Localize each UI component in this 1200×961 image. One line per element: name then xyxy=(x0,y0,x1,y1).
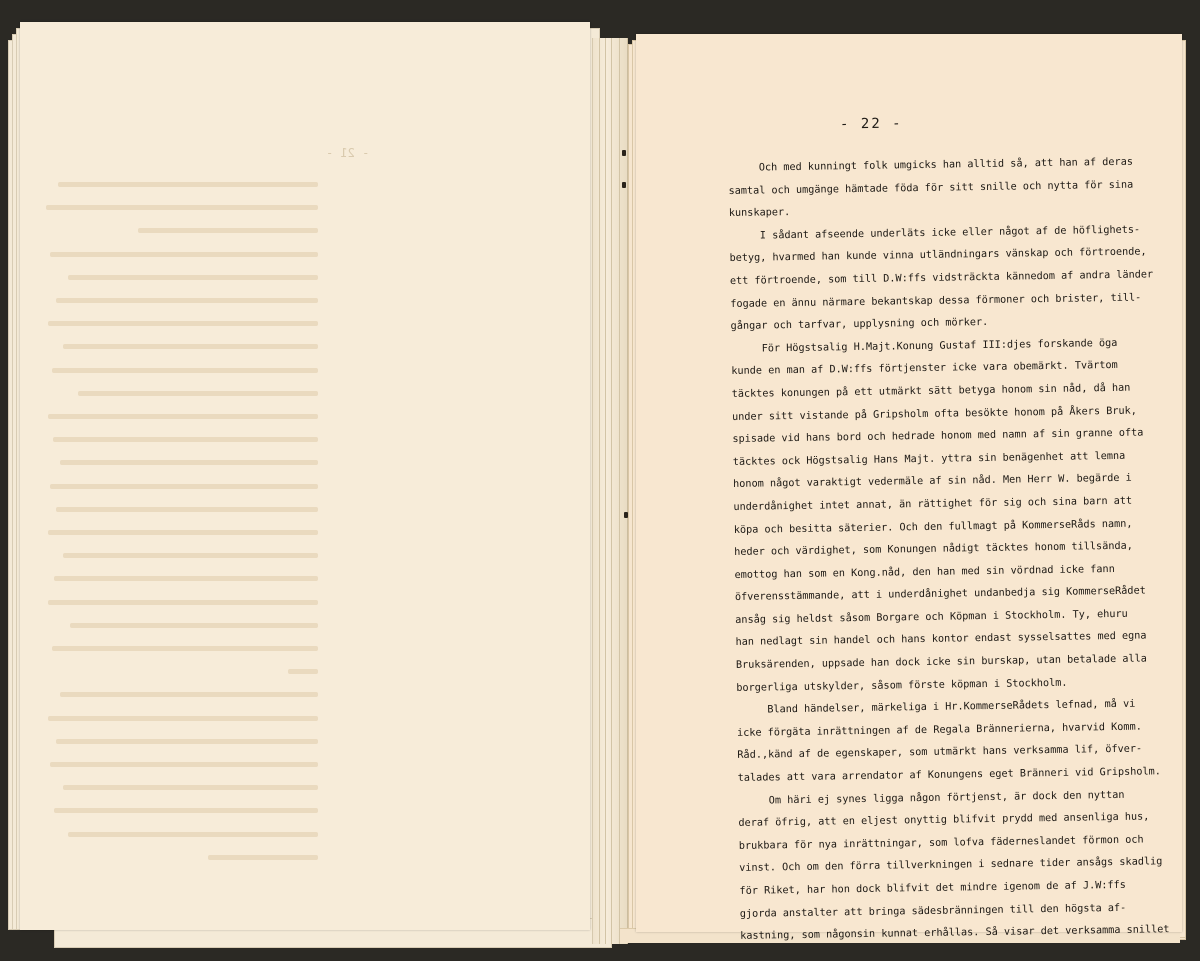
ghost-line xyxy=(138,228,318,233)
text-line: ett förtroende, som till D.W:ffs vidsträckta kännedom af andra länder xyxy=(729,269,1154,287)
text-line: öfverensstämmande, att i underdånighet undanbedja sig KommerseRådet xyxy=(734,585,1146,604)
ghost-line xyxy=(78,391,318,396)
ghost-line xyxy=(52,368,318,373)
binding-stitch xyxy=(622,182,626,188)
binding-stitch xyxy=(622,150,626,156)
text-line: borgerliga utskylder, såsom förste köpman i Stockholm. xyxy=(736,677,1068,694)
text-line: brukbara för nya inrättningar, som lofva fäderneslandet förmon och xyxy=(738,834,1144,852)
ghost-line xyxy=(63,785,318,790)
text-line: gångar och tarfvar, upplysning och mörker. xyxy=(730,317,989,333)
text-line: vinst. Och om den förra tillverkningen i sednare tider ansågs skadlig xyxy=(739,856,1163,875)
ghost-line xyxy=(50,252,318,257)
text-line: emottog han som en Kong.nåd, den han med sin vördnad icke fann xyxy=(734,563,1115,581)
text-line: underdånighet intet annat, än rättighet för sig och sina barn att xyxy=(733,495,1133,513)
text-line: icke förgäta inrättningen af de Regala Brännerierna, hvarvid Komm. xyxy=(736,721,1142,739)
ghost-line xyxy=(48,321,318,326)
ghost-line xyxy=(46,205,318,210)
text-line: betyg, hvarmed han kunde vinna utländningars vänskap och förtroende, xyxy=(729,246,1147,265)
text-line: fogade en ännu närmare bekantskap dessa förmoner och brister, till- xyxy=(730,292,1142,310)
text-line: för Riket, har hon dock blifvit det mindre igenom de af J.W:ffs xyxy=(739,879,1126,897)
text-line: kastning, som någonsin kunnat erhållas. Så visar det verksamma snillet xyxy=(740,924,1170,943)
text-line: samtal och umgänge hämtade föda för sitt snille och nytta för sina xyxy=(728,179,1134,197)
ghost-line xyxy=(68,275,318,280)
ghost-line xyxy=(288,669,318,674)
typewritten-text-block xyxy=(728,151,1170,948)
ghost-line xyxy=(50,762,318,767)
ghost-line xyxy=(56,298,318,303)
text-line: gjorda anstalter att bringa sädesbränningen till den högsta af- xyxy=(739,902,1127,920)
ghost-line xyxy=(48,414,318,419)
ghost-line xyxy=(58,182,318,187)
ghost-line xyxy=(60,460,318,465)
page-number: - 22 - xyxy=(839,115,903,133)
ghost-line xyxy=(63,344,318,349)
text-line: honom något varaktigt vedermäle af sin nåd. Men Herr W. begärde i xyxy=(733,473,1132,491)
text-line: För Högstsalig H.Majt.Konung Gustaf III:djes forskande öga xyxy=(730,337,1118,355)
text-line: han nedlagt sin handel och hans kontor endast sysselsattes med egna xyxy=(735,630,1147,649)
text-line: talades att vara arrendator af Konungens eget Bränneri vid Gripsholm. xyxy=(737,766,1161,784)
text-line: köpa och besitta säterier. Och den fullmagt på KommerseRåds namn, xyxy=(733,518,1133,536)
text-line: kunde en man af D.W:ffs förtjenster icke vara obemärkt. Tvärtom xyxy=(731,360,1118,378)
text-line: Råd.,känd af de egenskaper, som utmärkt hans verksamma lif, öfver- xyxy=(737,744,1143,762)
ghost-line xyxy=(48,530,318,535)
text-line: deraf öfrig, att en eljest onyttig blifvit prydd med ansenliga hus, xyxy=(738,811,1150,830)
text-line: I sådant afseende underläts icke eller något af de höflighets- xyxy=(729,224,1141,242)
ghost-line xyxy=(56,507,318,512)
text-line: täcktes konungen på ett utmärkt sätt betyga honom sin nåd, då han xyxy=(731,382,1131,400)
text-line: spisade vid hans bord och hedrade honom med namn af sin granne ofta xyxy=(732,427,1144,446)
text-line: ansåg sig heldst såsom Borgare och Köpman i Stockholm. Ty, ehuru xyxy=(735,608,1128,626)
text-line: Om häri ej synes ligga någon förtjenst, är dock den nyttan xyxy=(738,789,1125,807)
ghost-line xyxy=(50,484,318,489)
ghost-line xyxy=(68,832,318,837)
ghost-line xyxy=(52,646,318,651)
text-line: Och med kunningt folk umgicks han alltid så, att han af deras xyxy=(728,156,1134,174)
ghost-line xyxy=(60,692,318,697)
text-line: under sitt vistande på Gripsholm ofta besökte honom på Åkers Bruk, xyxy=(731,405,1137,423)
book-gutter xyxy=(592,38,628,944)
ghost-line xyxy=(208,855,318,860)
ghost-line xyxy=(56,739,318,744)
ghost-line xyxy=(63,553,318,558)
ghost-line xyxy=(70,623,318,628)
text-line: Bland händelser, märkeliga i Hr.KommerseRådets lefnad, må vi xyxy=(736,698,1136,717)
ghost-line xyxy=(48,600,318,605)
text-line: kunskaper. xyxy=(728,207,791,220)
text-line: heder och värdighet, som Konungen nådigt täcktes honom tillsända, xyxy=(734,540,1133,559)
ghost-line xyxy=(54,576,318,581)
text-line: Bruksärenden, uppsade han dock icke sin burskap, utan betalade alla xyxy=(735,653,1147,671)
ghost-line xyxy=(54,808,318,813)
ghost-line xyxy=(53,437,318,442)
left-page-bleed-through xyxy=(326,130,626,910)
text-line: täcktes ock Högstsalig Hans Majt. yttra sin benägenhet att lemna xyxy=(732,450,1126,468)
ghost-line xyxy=(48,716,318,721)
ghost-page-number: - 21 - xyxy=(326,146,370,160)
left-page xyxy=(20,22,590,930)
